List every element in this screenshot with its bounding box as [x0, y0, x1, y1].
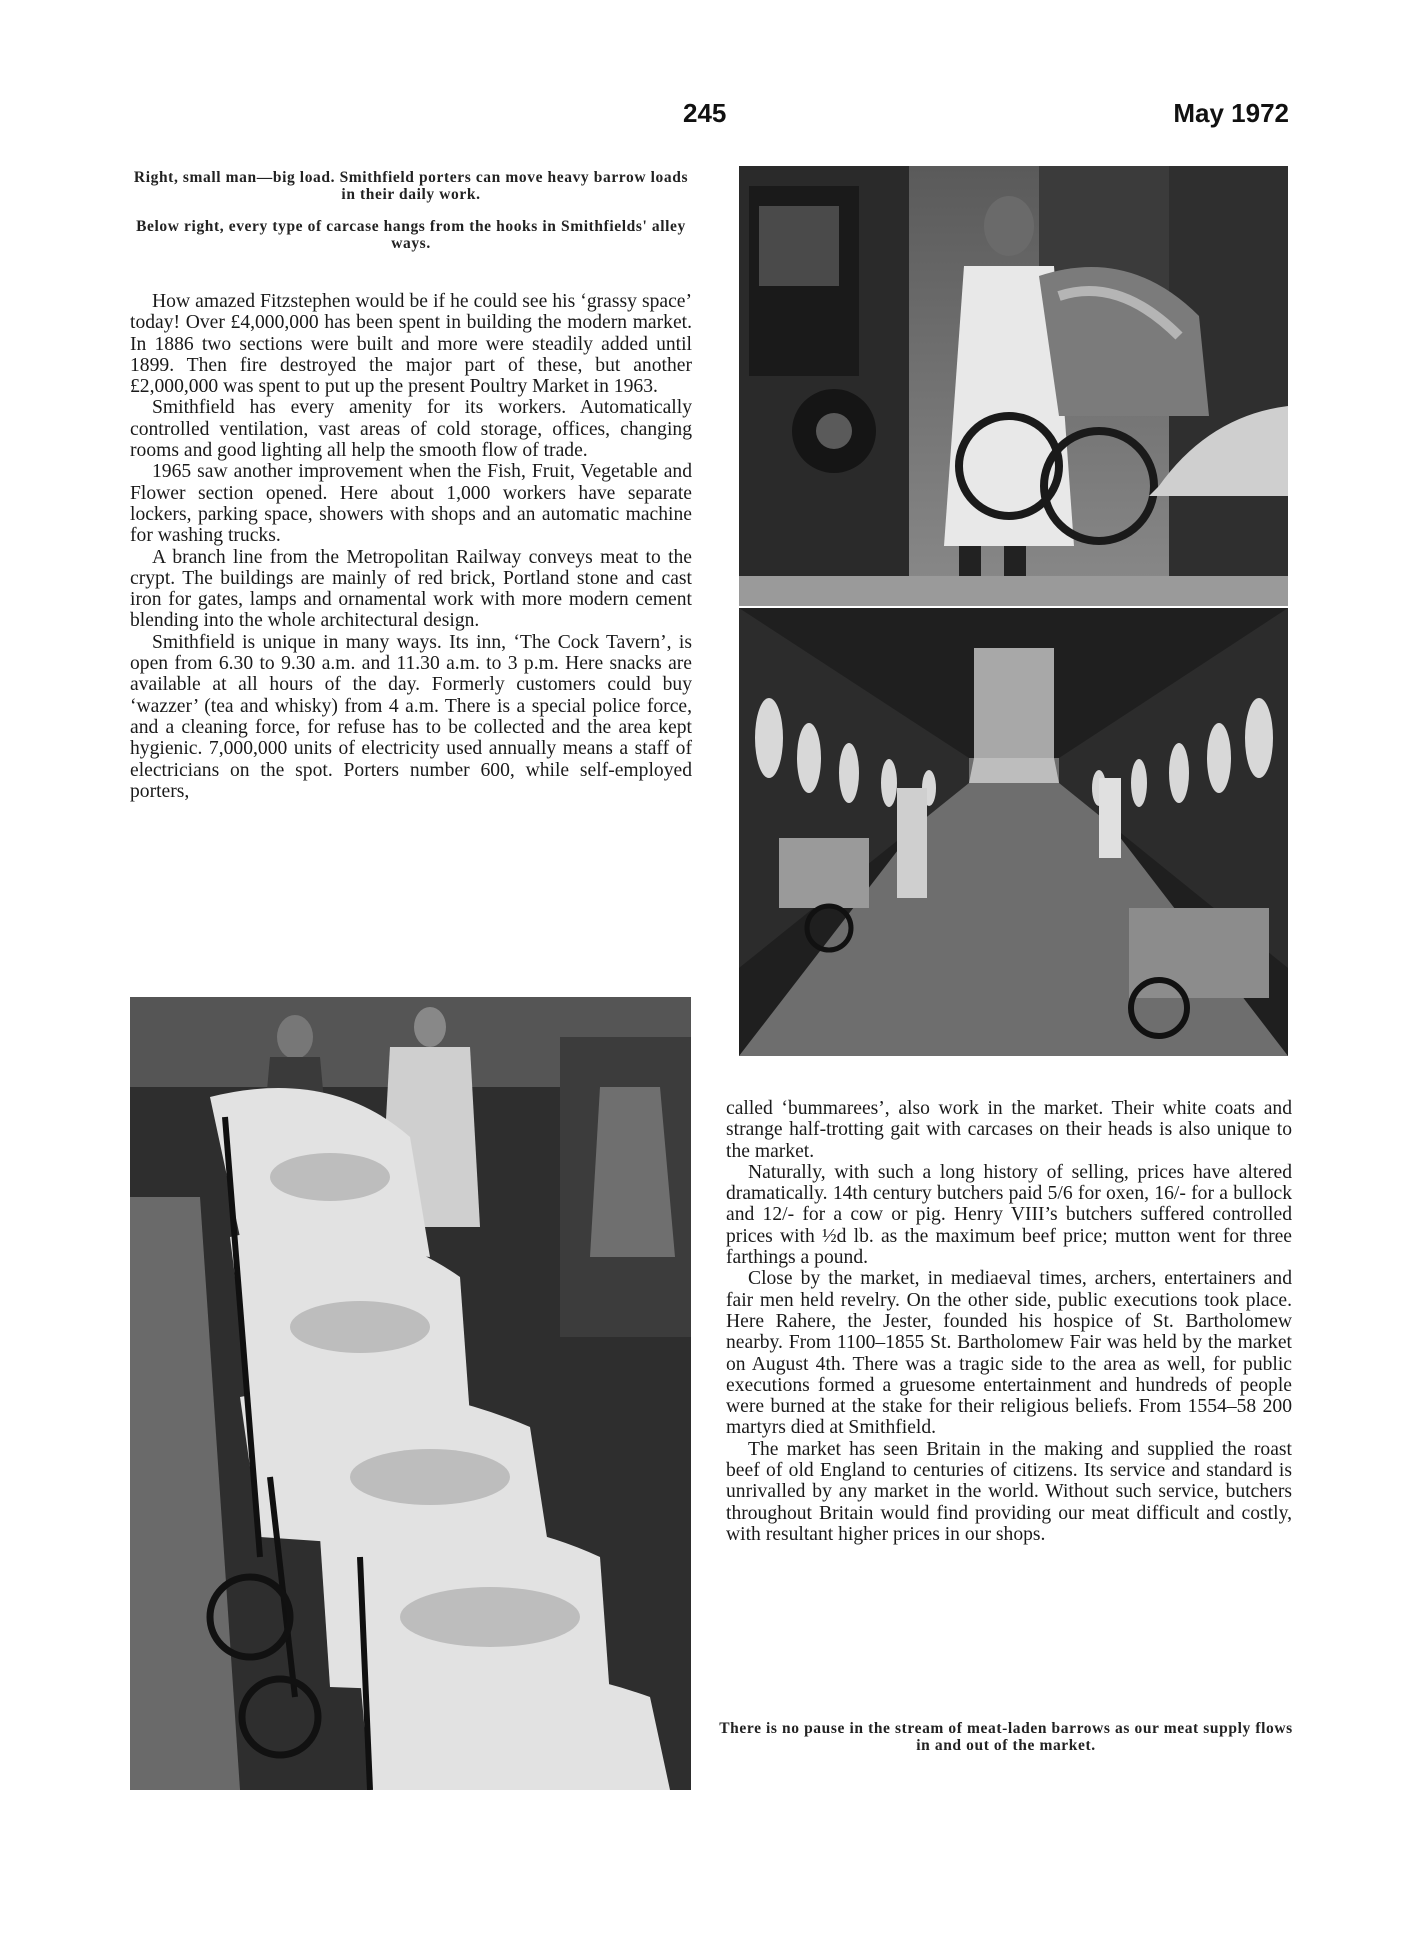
photo-porter-with-barrow — [739, 166, 1288, 606]
paragraph: A branch line from the Metropolitan Railway conveys meat to the crypt. The buildings are mainly of red brick, Portland stone and cast iron for gates, lamps and ornamental work with more modern cement blending into the whole architectural design. — [130, 546, 692, 632]
paragraph: Naturally, with such a long history of selling, prices have altered dramatically. 14th century butchers paid 5/6 for oxen, 16/- for a bullock and 12/- for a cow or pig. Henry VIII’s butchers suffered controlled prices with ½d lb. as the maximum beef price; mutton went for three farthings a pound. — [726, 1161, 1292, 1269]
barrows-photo-image — [130, 997, 691, 1790]
photo-carcase-alley — [739, 608, 1288, 1056]
article-right-column — [726, 1098, 1292, 1545]
paragraph: The market has seen Britain in the making and supplied the roast beef of old England to centuries of citizens. Its service and standard is unrivalled by any market in the world. Without such service, butchers throughout Britain would find providing our meat difficult and costly, with resultant higher prices in our shops. — [726, 1438, 1292, 1545]
paragraph: Smithfield has every amenity for its workers. Automatically controlled ventilation, vast areas of cold storage, offices, changing rooms and good lighting all help the smooth flow of trade. — [130, 397, 692, 462]
issue-date: May 1972 — [1173, 98, 1289, 128]
paragraph: called ‘bummarees’, also work in the market. Their white coats and strange half-trotting gait with carcases on their heads is also unique to the market. — [726, 1098, 1292, 1162]
paragraph: Smithfield is unique in many ways. Its inn, ‘The Cock Tavern’, is open from 6.30 to 9.30 a.m. and 11.30 a.m. to 3 p.m. Here snacks are available at all hours of the day. Formerly customers could buy ‘wazzer’ (tea and whisky) from 4 a.m. There is a special police force, and a cleaning force, for refuse has to be collected and the area kept hygienic. 7,000,000 units of electricity used annually means a staff of electricians on the spot. Porters number 600, while self-employed porters, — [130, 631, 692, 802]
paragraph: Close by the market, in mediaeval times, archers, entertainers and fair men held revelry. On the other side, public executions took place. Here Rahere, the Jester, founded his hospice of St. Bartholomew nearby. From 1100–1855 St. Bartholomew Fair was held by the market on August 4th. There was a tragic side to the area as well, for public executions formed a gruesome entertainment and hundreds of people were burned at the stake for their religious beliefs. From 1554–58 200 martyrs died at Smithfield. — [726, 1268, 1292, 1439]
alley-photo-image — [739, 608, 1288, 1056]
article-left-column — [130, 291, 692, 802]
caption-right-photo: Right, small man—big load. Smithfield porters can move heavy barrow loads in their daily work. — [133, 169, 689, 203]
caption-below-right-photo: Below right, every type of carcase hangs from the hooks in Smithfields' alley ways. — [136, 218, 686, 252]
paragraph: 1965 saw another improvement when the Fish, Fruit, Vegetable and Flower section opened. Here about 1,000 workers have separate lockers, parking space, showers with shops and an automatic machine for washing trucks. — [130, 461, 692, 547]
paragraph: How amazed Fitzstephen would be if he could see his ‘grassy space’ today! Over £4,000,000 has been spent in building the modern market. In 1886 two sections were built and more were steadily added until 1899. Then fire destroyed the major part of these, but another £2,000,000 was spent to put up the present Poultry Market in 1963. — [130, 291, 692, 398]
porter-photo-image — [739, 166, 1288, 606]
page-number: 245 — [683, 98, 727, 128]
photo-meat-laden-barrows — [130, 997, 691, 1790]
caption-bottom-photo: There is no pause in the stream of meat-laden barrows as our meat supply flows in and out of the market. — [719, 1720, 1293, 1754]
